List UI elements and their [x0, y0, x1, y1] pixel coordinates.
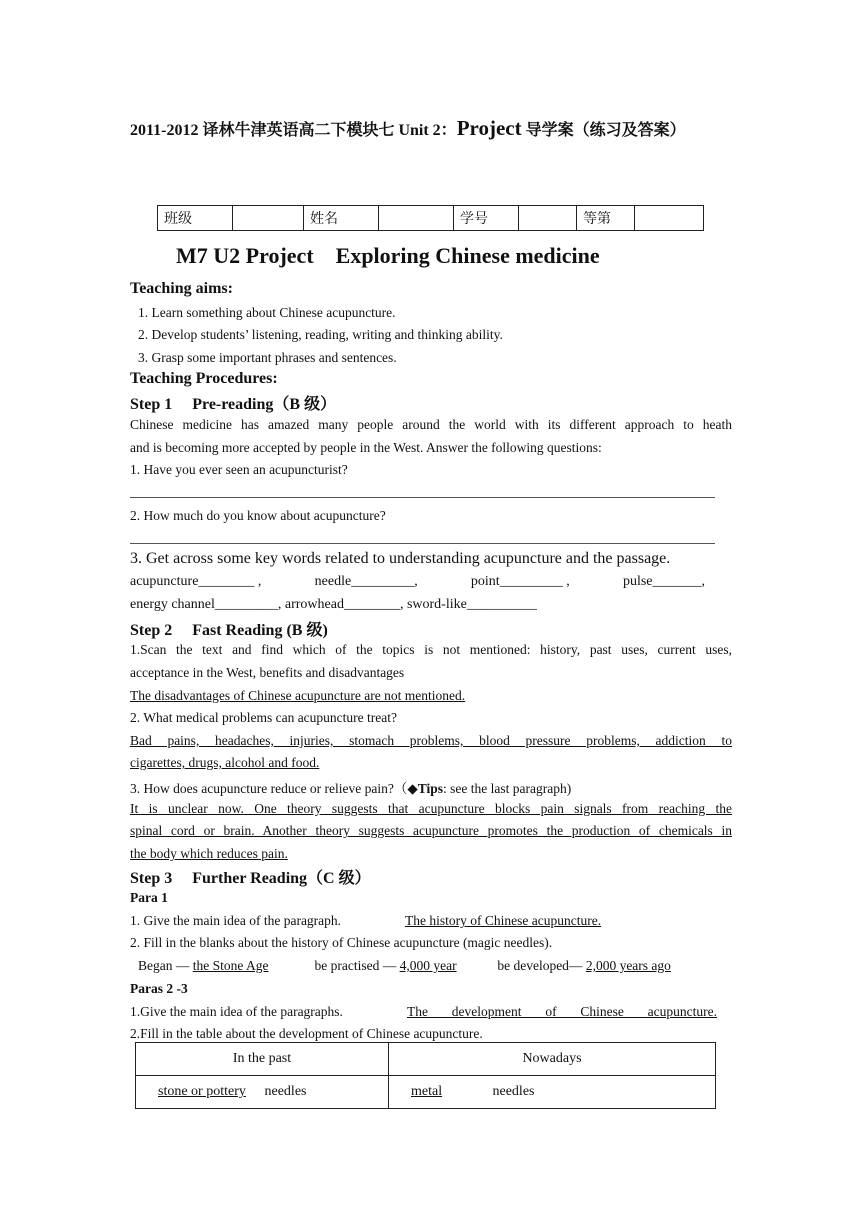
- aim-item: 3. Grasp some important phrases and sentences.: [138, 350, 397, 365]
- keyword-blank[interactable]: needle_________,: [314, 574, 418, 589]
- student-info-table: [157, 205, 704, 231]
- history-timeline: [138, 958, 690, 974]
- step2-question-1: 1.Scan the text and find which of the topics is not mentioned: history, past uses, current uses,: [130, 642, 732, 657]
- para1-answer-1[interactable]: The history of Chinese acupuncture.: [405, 913, 602, 928]
- began-label: Began —: [138, 958, 190, 973]
- step1-question-2: 2. How much do you know about acupuncture?: [130, 508, 386, 523]
- class-label: 班级: [158, 206, 233, 231]
- step1-question-1: 1. Have you ever seen an acupuncturist?: [130, 462, 348, 477]
- step2-answer-1[interactable]: The disadvantages of Chinese acupuncture are not mentioned.: [130, 688, 466, 703]
- name-label: 姓名: [304, 206, 379, 231]
- step2-answer-3-end[interactable]: the body which reduces pain.: [130, 846, 288, 861]
- grade-field[interactable]: [635, 206, 704, 231]
- para1-question-2: 2. Fill in the blanks about the history of Chinese acupuncture (magic needles).: [130, 935, 553, 950]
- keyword-blank[interactable]: acupuncture________ ,: [130, 574, 262, 589]
- step1-intro-line: Chinese medicine has amazed many people around the world with its different approach to heath: [130, 417, 732, 432]
- step2-answer-2[interactable]: Bad pains, headaches, injuries, stomach problems, blood pressure problems, addiction to: [130, 733, 732, 748]
- table-header-past: In the past: [136, 1043, 389, 1076]
- paras23-question-1: 1.Give the main idea of the paragraphs.: [130, 1004, 343, 1019]
- step3-heading: Step 3 Further Reading（C 级）: [130, 870, 371, 887]
- procedures-heading: Teaching Procedures:: [130, 370, 278, 387]
- now-answer[interactable]: metal: [411, 1084, 443, 1099]
- paras23-answer-1[interactable]: The development of Chinese acupuncture.: [407, 1004, 717, 1019]
- table-header-nowadays: Nowadays: [389, 1043, 716, 1076]
- aims-heading: Teaching aims:: [130, 280, 233, 297]
- student-number-field[interactable]: [519, 206, 577, 231]
- developed-label: be developed—: [497, 958, 583, 973]
- step2-question-2: 2. What medical problems can acupuncture treat?: [130, 710, 398, 725]
- keyword-blank[interactable]: point_________ ,: [470, 574, 570, 589]
- keywords-row-2[interactable]: energy channel_________, arrowhead________, sword-like__________: [130, 597, 537, 612]
- step2-answer-2-cont[interactable]: cigarettes, drugs, alcohol and food.: [130, 755, 320, 770]
- para1-label: Para 1: [130, 890, 168, 905]
- step2-answer-3-cont[interactable]: spinal cord or brain. Another theory suggests acupuncture promotes the production of chemicals in: [130, 823, 732, 838]
- keywords-row: [130, 574, 705, 590]
- grade-label: 等第: [577, 206, 635, 231]
- step2-answer-3[interactable]: It is unclear now. One theory suggests that acupuncture blocks pain signals from reaching the: [130, 801, 732, 816]
- step2-question-1-cont: acceptance in the West, benefits and disadvantages: [130, 665, 405, 680]
- step2-question-3: 3. How does acupuncture reduce or relieve pain?（◆Tips: see the last paragraph): [130, 781, 572, 796]
- step1-heading: Step 1 Pre-reading（B 级）: [130, 396, 337, 413]
- class-field[interactable]: [233, 206, 304, 231]
- past-answer[interactable]: stone or pottery: [158, 1084, 246, 1099]
- practised-answer[interactable]: 4,000 year: [399, 958, 457, 973]
- practised-label: be practised —: [314, 958, 397, 973]
- student-number-label: 学号: [454, 206, 519, 231]
- document-title: 2011-2012 译林牛津英语高二下模块七 Unit 2：Project 导学案（练习及答案）: [130, 116, 686, 140]
- keyword-blank[interactable]: pulse_______,: [622, 574, 705, 589]
- began-answer[interactable]: the Stone Age: [192, 958, 269, 973]
- paras23-question-2: 2.Fill in the table about the development of Chinese acupuncture.: [130, 1026, 483, 1041]
- step2-heading: Step 2 Fast Reading (B 级): [130, 622, 328, 639]
- step1-question-3: 3. Get across some key words related to understanding acupuncture and the passage.: [130, 550, 671, 567]
- answer-line[interactable]: [130, 543, 715, 544]
- para1-question-1: 1. Give the main idea of the paragraph.: [130, 913, 342, 928]
- aim-item: 1. Learn something about Chinese acupuncture.: [138, 305, 396, 320]
- developed-answer[interactable]: 2,000 years ago: [585, 958, 671, 973]
- paras23-label: Paras 2 -3: [130, 981, 188, 996]
- development-table: [135, 1042, 716, 1109]
- answer-line[interactable]: [130, 497, 715, 498]
- aim-item: 2. Develop students’ listening, reading, writing and thinking ability.: [138, 327, 503, 342]
- name-field[interactable]: [379, 206, 454, 231]
- lesson-title: M7 U2 Project Exploring Chinese medicine: [176, 243, 600, 268]
- past-needles-cell[interactable]: stone or pottery needles: [136, 1076, 389, 1109]
- step1-intro-line: and is becoming more accepted by people in the West. Answer the following questions:: [130, 440, 602, 455]
- now-needles-cell[interactable]: metal needles: [389, 1076, 716, 1109]
